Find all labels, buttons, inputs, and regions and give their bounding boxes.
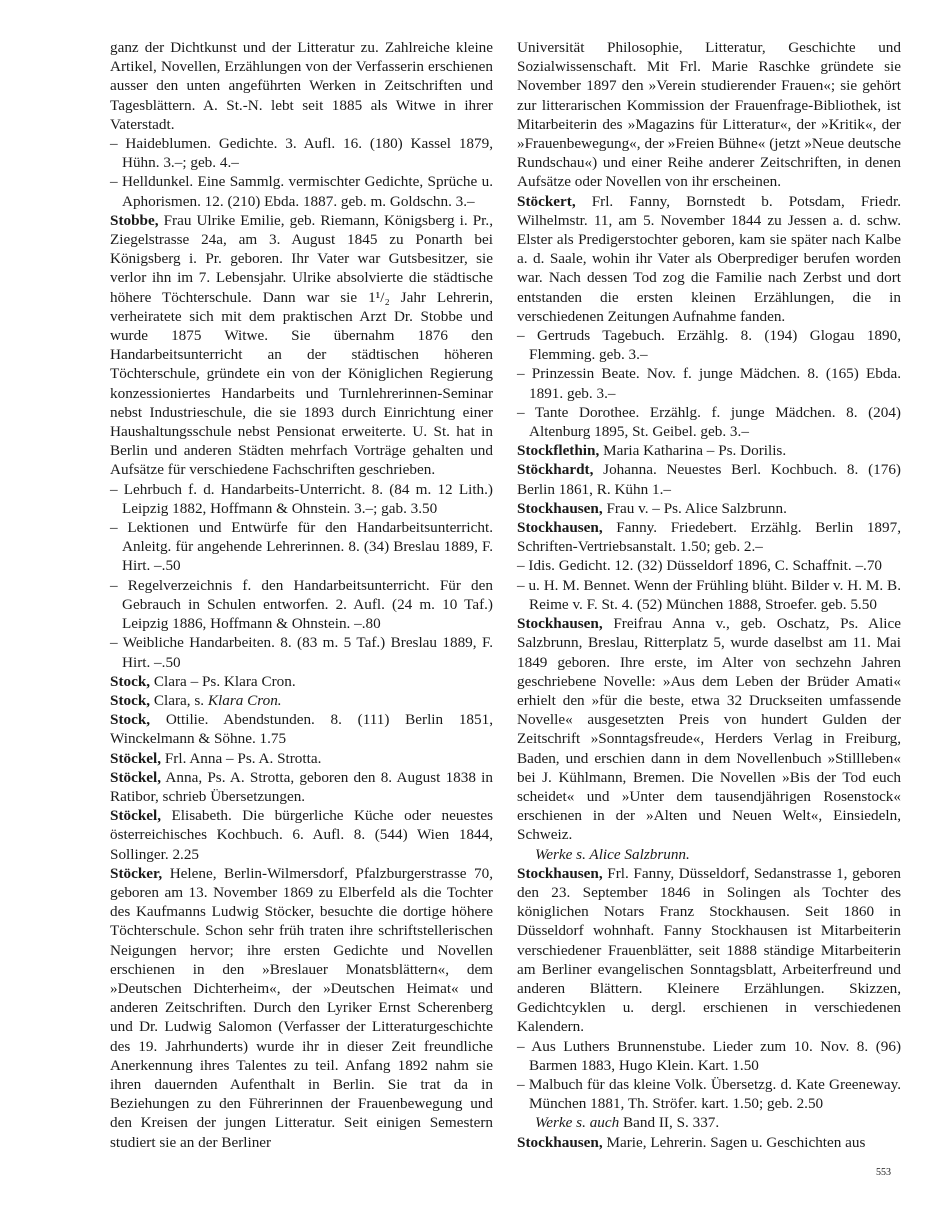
italic-reference: Werke s. Alice Salzbrunn.: [535, 845, 690, 863]
bibliography-item: [110, 576, 493, 634]
entry-text: – Regelverzeichnis f. den Handarbeitsunterricht. Für den Gebrauch in Schulen entworfen. 2. Aufl. (24 m. 10 Taf.) Leipzig 1886, Hoffmann & Ohnstein. –.80: [110, 576, 493, 633]
italic-reference: Klara Cron.: [207, 691, 282, 709]
entry-headword: Stockhausen,: [517, 499, 603, 517]
dictionary-entry: [110, 710, 493, 748]
entry-text: Helene, Berlin-Wilmersdorf, Pfalzburgerstrasse 70, geboren am 13. November 1869 zu Elberfeld als die Tochter des Kaufmanns Ludwig Stöcker, besuchte die dortige höhere Töchterschule. Schon sehr früh traten ihre schriftstellerischen Neigungen hervor; ihre ersten Gedichte und Novellen erschienen in den »Breslauer Monatsblättern«, dem »Deutschen Dichterheim«, der »Deutschen Heimat« und anderen Zeitschriften. Durch den Lyriker Ernst Scherenberg und Dr. Ludwig Salomon (Verfasser der Litteraturgeschichte des 19. Jahrhunderts) wurde ihr in dieser Zeit freundliche Anerkennung ihres Talentes zu teil. Anfang 1892 nahm sie ihren dauernden Aufenthalt in Berlin. Sie trat da in Beziehungen zu den Führerinnen der Frauenbewegung und den Kreisen der jungen Litteratur. Seit einigen Semestern studiert sie an der Berliner: [110, 864, 493, 1151]
cross-reference: [517, 1113, 901, 1132]
entry-text: – Tante Dorothee. Erzählg. f. junge Mädchen. 8. (204) Altenburg 1895, St. Geibel. geb. 3.–: [517, 403, 901, 441]
entry-text: Frau v. – Ps. Alice Salzbrunn.: [602, 499, 787, 517]
cross-reference: [517, 845, 901, 864]
dictionary-entry: [110, 211, 493, 480]
dictionary-entry: [517, 441, 901, 460]
entry-headword: Stockhausen,: [517, 615, 603, 633]
dictionary-entry: [517, 499, 901, 518]
entry-text: Clara – Ps. Klara Cron.: [150, 672, 296, 690]
dictionary-entry: [517, 1133, 901, 1152]
entry-headword: Stobbe,: [110, 211, 159, 229]
entry-text: Johanna. Neuestes Berl. Kochbuch. 8. (176) Berlin 1861, R. Kühn 1.–: [517, 461, 901, 498]
entry-text: Ottilie. Abendstunden. 8. (111) Berlin 1851, Winckelmann & Söhne. 1.75: [110, 711, 493, 748]
entry-headword: Stock,: [110, 691, 151, 709]
dictionary-entry: [517, 864, 901, 1037]
bibliography-item: [110, 134, 493, 172]
entry-headword: Stöckhardt,: [517, 461, 594, 479]
entry-headword: Stockflethin,: [517, 442, 600, 460]
entry-text: – Helldunkel. Eine Sammlg. vermischter Gedichte, Sprüche u. Aphorismen. 12. (210) Ebda. 1887. geb. m. Goldschn. 3.–: [110, 173, 493, 210]
dictionary-entry: [110, 672, 493, 691]
entry-text: – Weibliche Handarbeiten. 8. (83 m. 5 Taf.) Breslau 1889, F. Hirt. –.50: [110, 634, 493, 671]
paragraph: [110, 38, 493, 134]
entry-text: Frl. Anna – Ps. A. Strotta.: [161, 749, 322, 767]
bibliography-item: [517, 364, 901, 402]
entry-headword: Stock,: [110, 672, 151, 690]
dictionary-entry: [517, 192, 901, 326]
entry-text: – Malbuch für das kleine Volk. Übersetzg. d. Kate Greeneway. München 1881, Th. Ströfer. kart. 1.50; geb. 2.50: [517, 1075, 901, 1113]
entry-text: – Prinzessin Beate. Nov. f. junge Mädchen. 8. (165) Ebda. 1891. geb. 3.–: [517, 365, 901, 402]
entry-headword: Stockhausen,: [517, 864, 603, 882]
dictionary-entry: [517, 460, 901, 498]
entry-headword: Stockhausen,: [517, 1133, 603, 1151]
dictionary-entry: [517, 614, 901, 844]
bibliography-item: [517, 576, 901, 614]
bibliography-item: [110, 172, 493, 210]
entry-text: – Lehrbuch f. d. Handarbeits-Unterricht. 8. (84 m. 12 Lith.) Leipzig 1882, Hoffmann & Ohnstein. 3.–; gab. 3.50: [110, 480, 493, 517]
bibliography-item: [110, 633, 493, 671]
bibliography-item: [517, 1037, 901, 1075]
entry-text: Elisabeth. Die bürgerliche Küche oder neuestes österreichisches Kochbuch. 6. Aufl. 8. (544) Wien 1844, Sollinger. 2.25: [110, 807, 493, 863]
entry-headword: Stockhausen,: [517, 519, 603, 537]
entry-headword: Stöckert,: [517, 192, 576, 210]
dictionary-entry: [110, 864, 493, 1152]
bibliography-item: [110, 518, 493, 576]
left-column: [110, 38, 493, 1152]
italic-reference: Werke s. auch: [535, 1114, 620, 1132]
dictionary-entry: [110, 806, 493, 864]
entry-text: ganz der Dichtkunst und der Litteratur zu. Zahlreiche kleine Artikel, Novellen, Erzählungen von der Verfasserin erschienen ausser den unten angeführten Werken in Zeitschriften und Tagesblättern. A. St.-N. lebt seit 1885 als Witwe in ihrer Vaterstadt.: [110, 39, 493, 133]
page-number: 553: [876, 1167, 891, 1178]
entry-text: Frl. Fanny, Bornstedt b. Potsdam, Friedr. Wilhelmstr. 11, am 5. November 1844 zu Jessen a. d. schw. Elster als Predigerstochter geboren, kam sie später nach Kalbe a. d. Saale, wohin ihr Vater als Oberprediger berufen worden war. Nach dessen Tod zog die Familie nach Zerbst und dort entstanden die ersten kleinen Erzählungen, die in verschiedenen Zeitungen Aufnahme fanden.: [517, 192, 901, 325]
bibliography-item: [517, 403, 901, 441]
entry-text: – Gertruds Tagebuch. Erzählg. 8. (194) Glogau 1890, Flemming. geb. 3.–: [517, 327, 901, 364]
entry-text: – Idis. Gedicht. 12. (32) Düsseldorf 1896, C. Schaffnit. –.70: [517, 557, 883, 575]
entry-text: – Haideblumen. Gedichte. 3. Aufl. 16. (180) Kassel 1879, Hühn. 3.–; geb. 4.–: [110, 135, 493, 172]
entry-text: – Aus Luthers Brunnenstube. Lieder zum 10. Nov. 8. (96) Barmen 1883, Hugo Klein. Kart. 1.50: [517, 1037, 901, 1074]
entry-text: Universität Philosophie, Litteratur, Geschichte und Sozialwissenschaft. Mit Frl. Marie Raschke gründete sie November 1897 den »Verein studierender Frauen«; sie gehört zur litterarischen Kommission der Frauenfrage-Bibliothek, ist Mitarbeiterin des »Magazins für Litteratur«, der »Kritik«, der »Frauenbewegung«, der »Freien Bühne« (jetzt »Neue deutsche Rundschau«) und einer Reihe anderer Zeitschriften, in denen Aufsätze oder Novellen von ihr erscheinen.: [517, 39, 901, 191]
entry-text: – u. H. M. Bennet. Wenn der Frühling blüht. Bilder v. H. M. B. Reime v. F. St. 4. (52) München 1888, Stroefer. geb. 5.50: [517, 576, 901, 613]
entry-text: Fanny. Friedebert. Erzählg. Berlin 1897, Schriften-Vertriebsanstalt. 1.50; geb. 2.–: [517, 519, 901, 556]
bibliography-item: [517, 556, 901, 575]
dictionary-entry: [517, 518, 901, 556]
entry-text: Anna, Ps. A. Strotta, geboren den 8. August 1838 in Ratibor, schrieb Übersetzungen.: [110, 768, 493, 805]
entry-text: Frau Ulrike Emilie, geb. Riemann, Königsberg i. Pr., Ziegelstrasse 24a, am 3. August 1845 zu Ponarth bei Königsberg i. Pr. geboren. Ihr Vater war Gutsbesitzer, sie verlor ihn im 7. Lebensjahr. Ulrike absolvierte die städtische höhere Töchterschule. Dann war sie 1¹/₂ Jahr Lehrerin, verheiratete sich mit dem praktischen Arzt Dr. Stobbe und wurde 1875 Witwe. Sie übernahm 1876 den Handarbeitsunterricht an der städtischen höheren Töchterschule, gründete ein von der Königlichen Regierung konzessioniertes Handarbeits und Turnlehrerinnen-Seminar nebst Industrieschule, die sie 1893 durch Einrichtung einer Haushaltungsschule nebst Pensionat erweiterte. U. St. hat in Berlin und anderen Städten mehrfach Vorträge gehalten und Aufsätze für verschiedene Fachschriften geschrieben.: [110, 211, 493, 479]
entry-text: – Lektionen und Entwürfe für den Handarbeitsunterricht. Anleitg. für angehende Lehrerinnen. 8. (34) Breslau 1889, F. Hirt. –.50: [110, 519, 493, 575]
dictionary-entry: [110, 749, 493, 768]
entry-headword: Stock,: [110, 711, 151, 729]
bibliography-item: [110, 480, 493, 518]
entry-headword: Stöckel,: [110, 768, 162, 786]
entry-headword: Stöckel,: [110, 749, 162, 767]
entry-text: Clara, s.: [150, 691, 208, 709]
right-column: [517, 38, 901, 1152]
entry-headword: Stöcker,: [110, 864, 163, 882]
entry-text: Frl. Fanny, Düsseldorf, Sedanstrasse 1, geboren den 23. September 1846 in Solingen als Tochter des königlichen Notars Franz Stockhausen. Seit 1860 in Düsseldorf wohnhaft. Fanny Stockhausen ist Mitarbeiterin verschiedener Frauenblätter, seit 1888 ständige Mitarbeiterin am Berliner evangelischen Sonntagsblatt, Arbeiterfreund und anderen Blättern. Kleinere Erzählungen. Skizzen, Gedichtcyklen u. dergl. erschienen in verschiedenen Kalendern.: [517, 864, 901, 1036]
entry-text: Band II, S. 337.: [619, 1114, 720, 1132]
bibliography-item: [517, 1075, 901, 1113]
entry-text: Marie, Lehrerin. Sagen u. Geschichten aus: [602, 1133, 866, 1151]
dictionary-entry: [110, 691, 493, 710]
entry-headword: Stöckel,: [110, 807, 162, 825]
dictionary-entry: [110, 768, 493, 806]
entry-text: Freifrau Anna v., geb. Oschatz, Ps. Alice Salzbrunn, Breslau, Ritterplatz 5, wurde daselbst am 11. Mai 1849 geboren. Ihre erste, im Alter von sechzehn Jahren geschriebene Novelle: »Aus dem Leben der Brüder Amati« erhielt den »für die beste, etwa 32 Druckseiten umfassende Novelle« ausgesetzten Preis von hundert Gulden der Zeitschrift »Sonntagsfreude«, Herders Verlag in Freiburg, Baden, und erschien dann in dem Novellenbuch »Stillleben« bei J. Kühlmann, Bremen. Die Novellen »Bis der Tod euch scheidet« und »Unter dem tausendjährigen Rosenstock« erschienen in der »Alten und Neuen Welt«, Einsiedeln, Schweiz.: [517, 615, 901, 844]
entry-text: Maria Katharina – Ps. Dorilis.: [599, 442, 787, 460]
bibliography-item: [517, 326, 901, 364]
paragraph: [517, 38, 901, 192]
